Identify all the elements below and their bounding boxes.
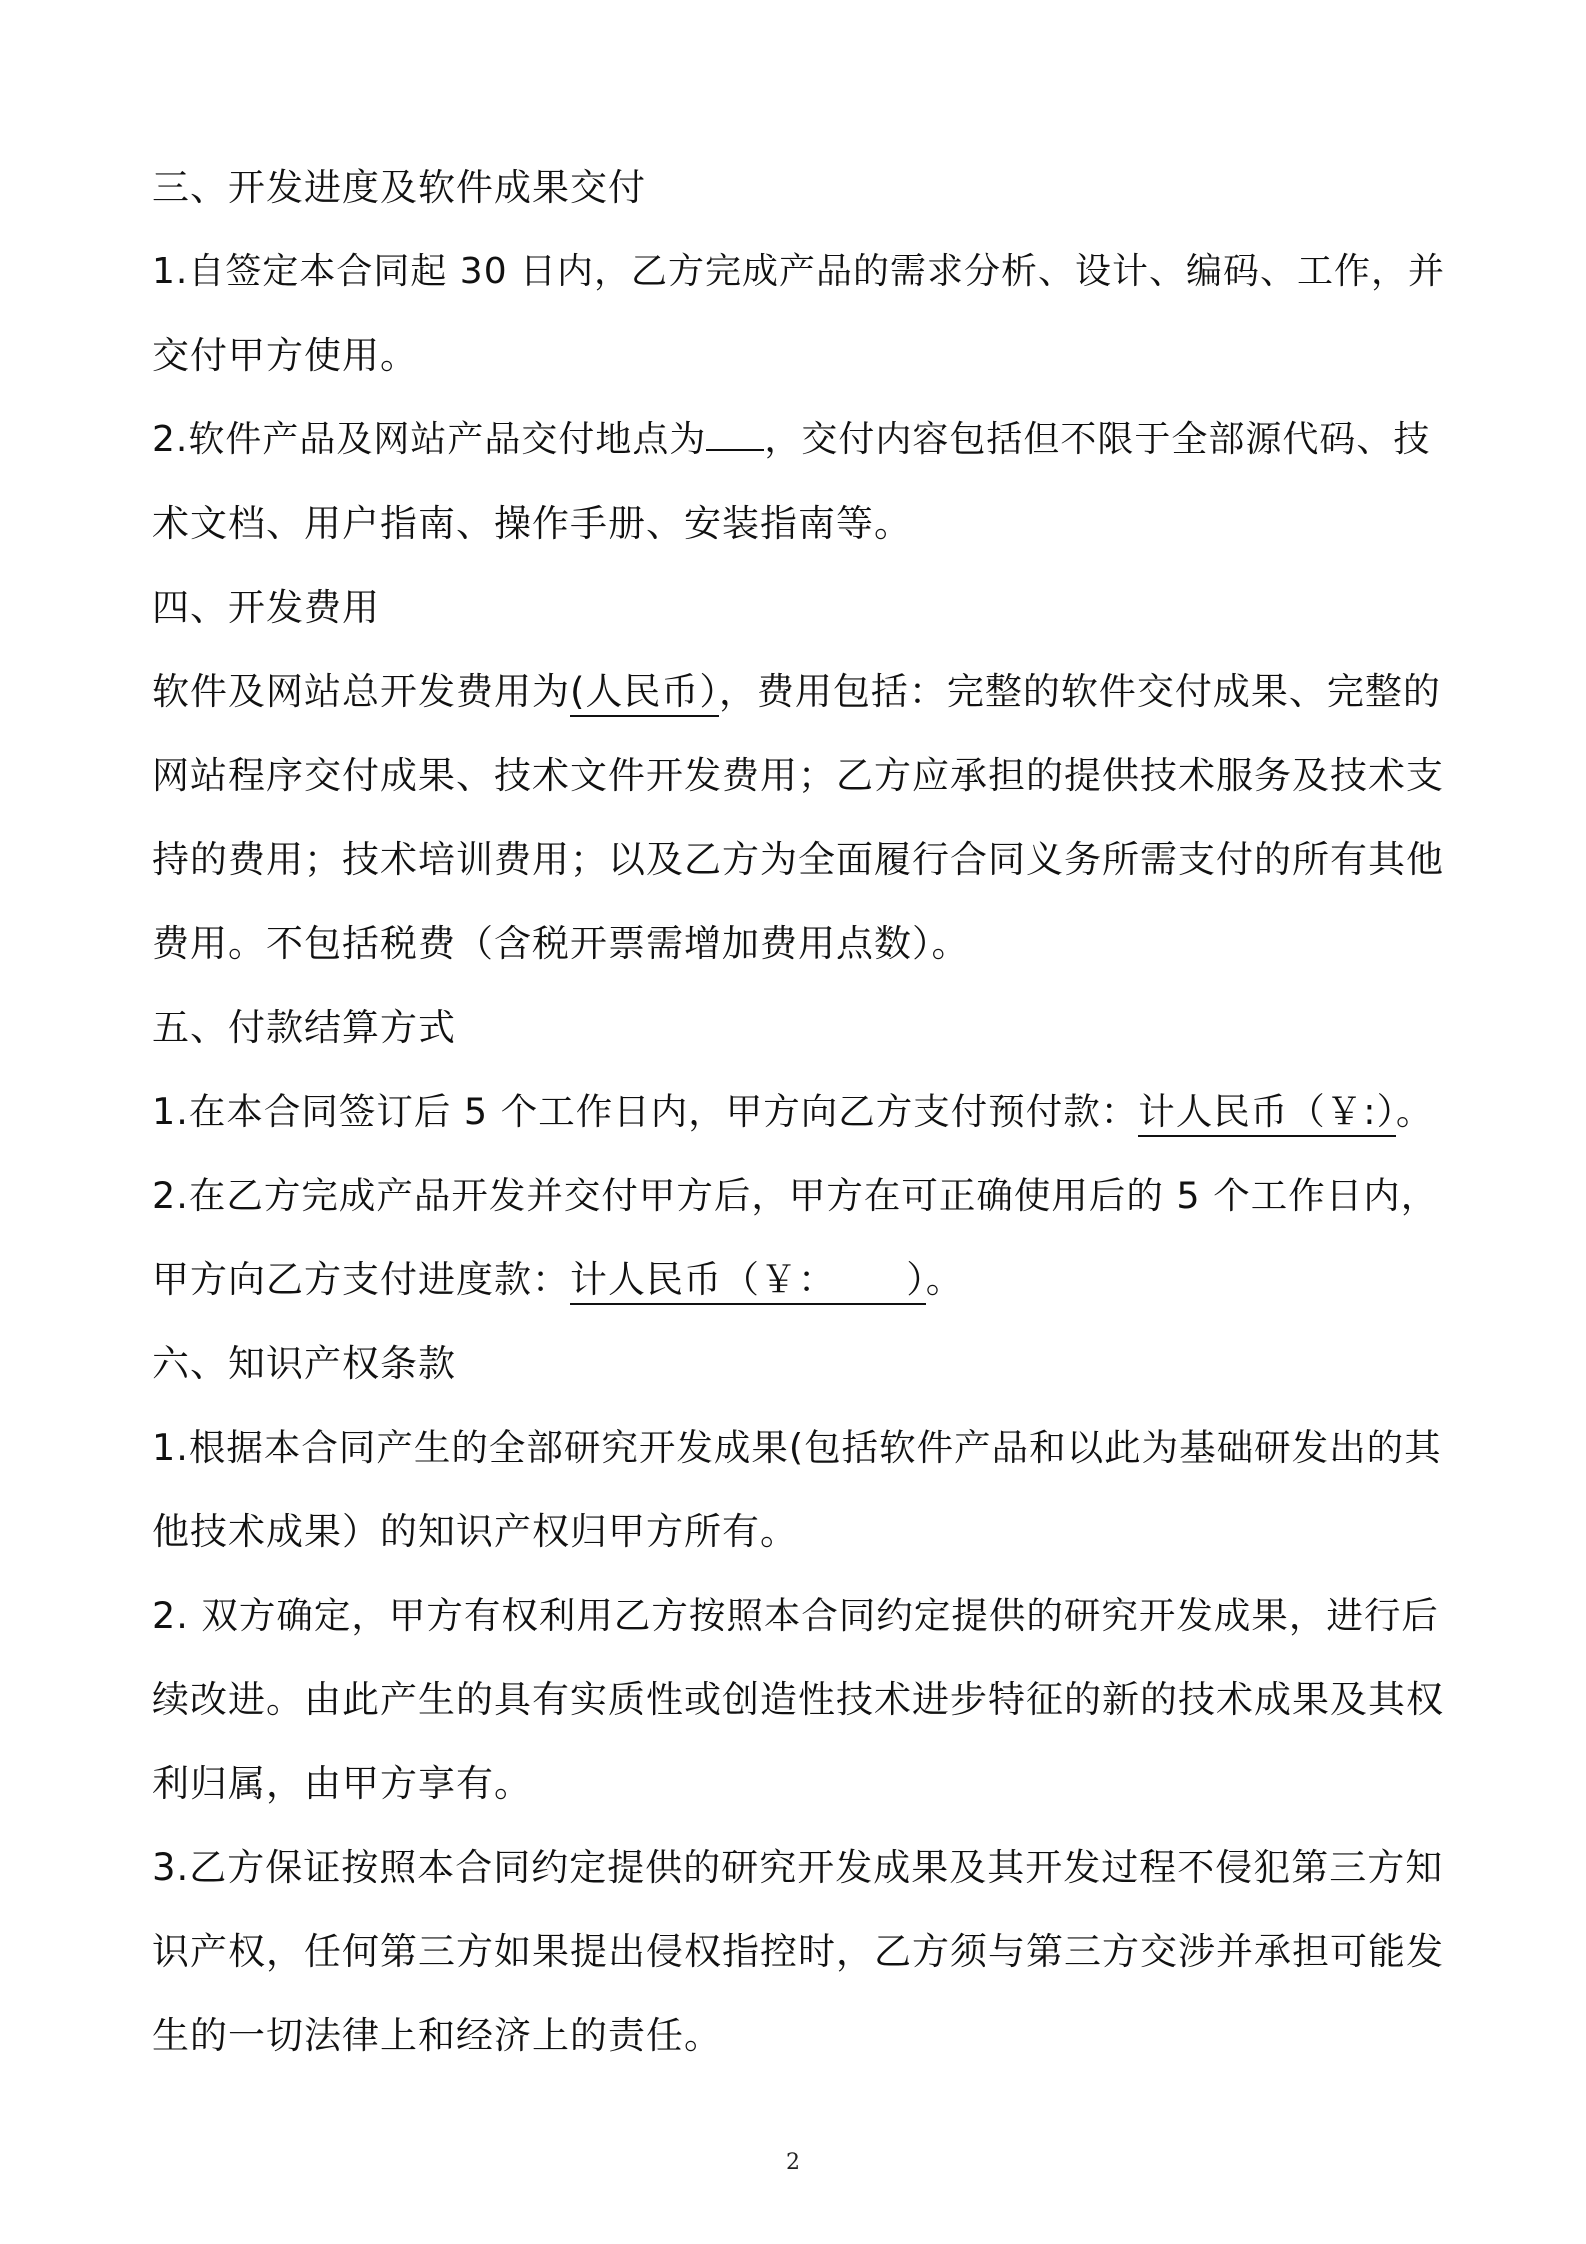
total-fee-currency-blank: (人民币） bbox=[570, 670, 719, 717]
prepayment-amount-blank: 计人民币（￥:） bbox=[1138, 1090, 1396, 1137]
total-fee-prefix: 软件及网站总开发费用为 bbox=[152, 670, 570, 713]
section-6-item-3-line-1: 3.乙方保证按照本合同约定提供的研究开发成果及其开发过程不侵犯第三方知 bbox=[152, 1846, 1444, 1889]
delivery-location-suffix: ，交付内容包括但不限于全部源代码、技 bbox=[764, 419, 1431, 460]
section-5-item-2-line-2 bbox=[152, 1255, 964, 1305]
prepayment-prefix: 1.在本合同签订后 5 个工作日内，甲方向乙方支付预付款： bbox=[152, 1090, 1139, 1133]
total-fee-suffix: ，费用包括：完整的软件交付成果、完整的 bbox=[718, 670, 1441, 713]
progress-payment-suffix: 。 bbox=[925, 1258, 964, 1301]
page-number: 2 bbox=[786, 2150, 800, 2175]
section-5-heading: 五、付款结算方式 bbox=[152, 1006, 456, 1049]
prepayment-suffix: 。 bbox=[1395, 1090, 1434, 1133]
delivery-location-blank bbox=[706, 415, 764, 451]
delivery-location-prefix: 2.软件产品及网站产品交付地点为 bbox=[152, 419, 707, 460]
section-6-item-2-line-2: 续改进。由此产生的具有实质性或创造性技术进步特征的新的技术成果及其权 bbox=[152, 1678, 1444, 1721]
progress-payment-prefix: 甲方向乙方支付进度款： bbox=[152, 1258, 570, 1301]
section-3-item-2-line-2: 术文档、用户指南、操作手册、安装指南等。 bbox=[152, 502, 912, 545]
section-3-heading: 三、开发进度及软件成果交付 bbox=[152, 166, 646, 209]
section-4-heading: 四、开发费用 bbox=[152, 586, 380, 629]
section-5-item-2-line-1: 2.在乙方完成产品开发并交付甲方后，甲方在可正确使用后的 5 个工作日内， bbox=[152, 1174, 1439, 1217]
section-6-item-1-line-1: 1.根据本合同产生的全部研究开发成果(包括软件产品和以此为基础研发出的其 bbox=[152, 1426, 1442, 1469]
section-3-item-2-line-1 bbox=[152, 415, 1430, 465]
section-3-item-1-line-2: 交付甲方使用。 bbox=[152, 334, 418, 377]
section-3-item-1-line-1: 1.自签定本合同起 30 日内，乙方完成产品的需求分析、设计、编码、工作，并 bbox=[152, 251, 1446, 292]
section-6-heading: 六、知识产权条款 bbox=[152, 1342, 456, 1385]
section-5-item-1 bbox=[152, 1087, 1433, 1137]
section-6-item-2-line-1: 2. 双方确定，甲方有权利用乙方按照本合同约定提供的研究开发成果，进行后 bbox=[152, 1594, 1439, 1637]
section-6-item-1-line-2: 他技术成果）的知识产权归甲方所有。 bbox=[152, 1510, 798, 1553]
section-4-line-1 bbox=[152, 667, 1441, 717]
section-6-item-3-line-3: 生的一切法律上和经济上的责任。 bbox=[152, 2014, 722, 2057]
section-6-item-3-line-2: 识产权，任何第三方如果提出侵权指控时，乙方须与第三方交涉并承担可能发 bbox=[152, 1930, 1444, 1973]
section-4-line-3: 持的费用；技术培训费用；以及乙方为全面履行合同义务所需支付的所有其他 bbox=[152, 838, 1444, 881]
section-4-line-4: 费用。不包括税费（含税开票需增加费用点数）。 bbox=[152, 922, 970, 965]
section-6-item-2-line-3: 利归属，由甲方享有。 bbox=[152, 1762, 532, 1805]
progress-payment-amount-blank: 计人民币（￥： ） bbox=[570, 1258, 926, 1305]
section-4-line-2: 网站程序交付成果、技术文件开发费用；乙方应承担的提供技术服务及技术支 bbox=[152, 754, 1444, 797]
